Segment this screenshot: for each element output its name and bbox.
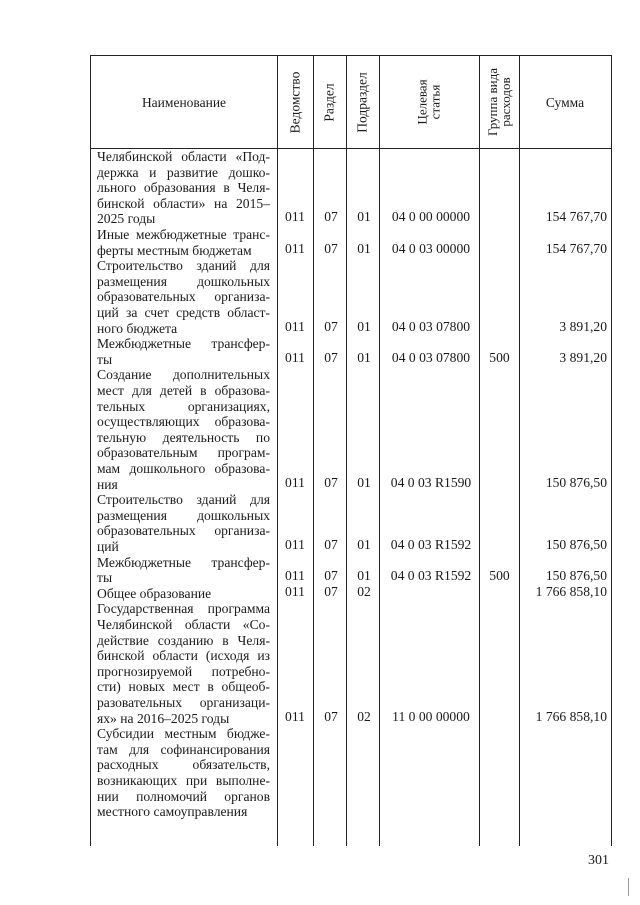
row-name [97,367,270,492]
row-razdel: 07 [324,209,338,225]
row-name-line: Иные межбюджетные транс- [97,227,270,242]
row-name [97,555,270,586]
row-name-line: местного самоуправления [97,804,248,820]
row-name [97,227,270,258]
header-name-text: Наименование [141,94,227,110]
row-name-line: бинской области» на 2015– [97,195,270,211]
row-name-line: Межбюджетные трансфер- [97,336,270,352]
table-row [91,227,611,258]
header-gruppa-line1: Группа вида [485,68,501,136]
row-name [97,149,270,227]
row-podrazdel: 01 [357,474,371,490]
row-name-line: ния [97,476,118,492]
header-razdel-text: Раздел [322,82,337,122]
row-podrazdel: 01 [357,536,371,552]
table-row [91,601,611,726]
header-podrazdel-text: Подраздел [355,71,371,133]
row-summa: 1 766 858,10 [535,583,607,599]
row-razdel: 07 [324,318,338,334]
row-summa: 3 891,20 [559,349,607,365]
row-name-line: ты [97,351,113,367]
row-name-line: 2025 годы [97,211,156,227]
row-name-line: Челябинской области «Со- [97,616,270,632]
row-podrazdel: 02 [357,708,371,724]
row-celevaya-statya: 04 0 03 R1592 [390,536,472,552]
row-name-line: мам дошкольного образова- [97,460,270,476]
row-celevaya-statya: 04 0 00 00000 [391,209,471,225]
table-row [91,258,611,336]
row-name-line: образовательных организа- [97,523,270,539]
row-name-line: расходных обязательств, [97,757,270,773]
header-razdel [313,56,346,148]
header-podrazdel [346,56,379,148]
row-name-line: ций за счет средств област- [97,304,270,320]
row-name-line: Строительство зданий для [97,492,270,508]
table-row [91,726,611,820]
row-name [97,601,270,726]
row-celevaya-statya: 04 0 03 R1592 [390,568,472,584]
row-name-line: образовательным програм- [97,445,270,461]
row-podrazdel: 01 [357,568,371,584]
row-podrazdel: 01 [357,240,371,256]
table-row [91,555,611,586]
row-vedomstvo: 011 [285,209,305,225]
row-razdel: 07 [324,568,338,584]
row-name-line: тельную деятельность по [97,429,270,445]
header-gruppa [479,56,519,148]
row-name-line: льного образования в Челя- [97,180,270,196]
row-razdel: 07 [324,349,338,365]
row-gruppa-vida: 500 [489,568,510,584]
row-celevaya-statya: 11 0 00 00000 [392,708,470,724]
margin-mark [628,878,629,896]
row-vedomstvo: 011 [285,240,305,256]
row-name-line: размещения дошкольных [97,273,270,289]
row-name [97,586,270,602]
row-name-line: тельных организациях, [97,398,270,414]
row-name-line: возникающих при выполне- [97,772,270,788]
row-name-line: Общее образование [97,585,212,601]
table-row [91,336,611,367]
row-name-line: ях» на 2016–2025 годы [97,710,230,726]
table-row [91,583,611,602]
row-vedomstvo: 011 [285,349,305,365]
row-podrazdel: 02 [357,583,371,599]
header-summa [519,56,611,148]
row-vedomstvo: 011 [285,474,305,490]
header-gruppa-line2: расходов [498,77,514,127]
row-name-line: Строительство зданий для [97,258,270,274]
header-celevaya-line1: Целевая [414,79,430,125]
header-vedomstvo [277,56,313,148]
header-vedomstvo-text: Ведомство [287,71,303,133]
row-name-line: прогнозируемой потребно- [97,663,270,679]
row-gruppa-vida: 500 [489,349,510,365]
row-summa: 150 876,50 [545,474,607,490]
row-name [97,492,270,554]
row-name-line: образовательных организа- [97,289,270,305]
page-number: 301 [588,853,609,868]
table-body [91,149,611,820]
row-name-line: нии полномочий органов [97,788,270,804]
row-vedomstvo: 011 [285,708,305,724]
row-celevaya-statya: 04 0 03 00000 [391,240,471,256]
row-summa: 150 876,50 [545,568,607,584]
table-row [91,492,611,554]
row-name [97,336,270,367]
row-name-line: ты [97,570,113,586]
budget-table [90,55,612,846]
row-razdel: 07 [324,708,338,724]
header-celevaya-text [416,79,442,124]
row-name-line: ферты местным бюджетам [97,242,252,258]
row-name [97,726,270,820]
row-vedomstvo: 011 [285,583,305,599]
row-name-line: Челябинской области «Под- [97,149,270,164]
row-celevaya-statya: 04 0 03 07800 [391,318,471,334]
row-celevaya-statya: 04 0 03 R1590 [390,474,472,490]
row-podrazdel: 01 [357,209,371,225]
row-name-line: действие созданию в Челя- [97,632,270,648]
row-summa: 3 891,20 [559,318,607,334]
row-name-line: мест для детей в образова- [97,382,270,398]
row-name-line: бинской области (исходя из [97,648,270,664]
row-name [97,258,270,336]
row-name-line: сти) новых мест в общеоб- [97,679,270,695]
row-podrazdel: 01 [357,318,371,334]
row-razdel: 07 [324,474,338,490]
row-summa: 154 767,70 [545,240,607,256]
header-name [91,56,277,148]
row-name-line: размещения дошкольных [97,507,270,523]
row-razdel: 07 [324,583,338,599]
row-vedomstvo: 011 [285,318,305,334]
row-name-line: осуществляющих образова- [97,414,270,430]
row-summa: 150 876,50 [545,536,607,552]
row-name-line: Субсидии местным бюдже- [97,726,270,742]
row-name-line: Создание дополнительных [97,367,270,383]
row-razdel: 07 [324,536,338,552]
row-celevaya-statya: 04 0 03 07800 [391,349,471,365]
header-gruppa-text [486,68,512,136]
row-vedomstvo: 011 [285,568,305,584]
row-name-line: разовательных организаци- [97,694,270,710]
row-name-line: Межбюджетные трансфер- [97,554,270,570]
row-vedomstvo: 011 [285,536,305,552]
row-razdel: 07 [324,240,338,256]
header-summa-text: Сумма [545,94,585,110]
row-name-line: держка и развитие дошко- [97,164,270,180]
header-celevaya [379,56,479,148]
row-summa: 1 766 858,10 [535,708,607,724]
table-row [91,149,611,227]
row-name-line: ций [97,538,119,554]
row-name-line: Государственная программа [97,601,270,617]
row-name-line: там для софинансирования [97,741,270,757]
table-row [91,367,611,492]
row-podrazdel: 01 [357,349,371,365]
row-summa: 154 767,70 [545,209,607,225]
header-celevaya-line2: статья [427,84,443,120]
row-name-line: ного бюджета [97,320,178,336]
